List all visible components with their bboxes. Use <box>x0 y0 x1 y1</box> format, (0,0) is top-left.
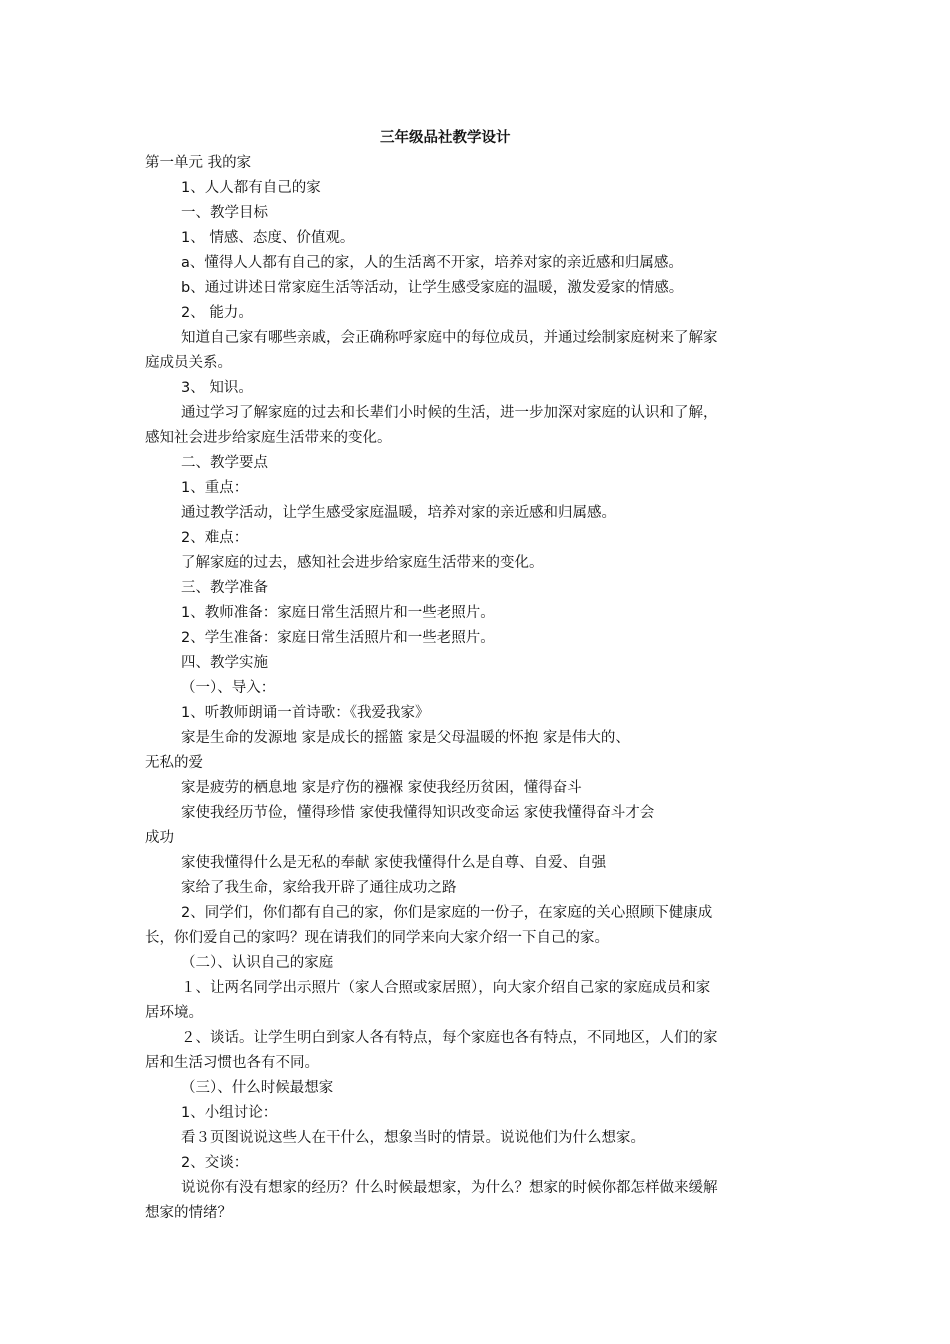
section-heading: 四、教学实施 <box>181 655 268 671</box>
paragraph-line: 1、教师准备：家庭日常生活照片和一些老照片。 <box>181 605 495 621</box>
paragraph-line: 想家的情绪？ <box>145 1205 232 1221</box>
paragraph-line: ２、谈话。让学生明白到家人各有特点，每个家庭也各有特点，不同地区，人们的家 <box>181 1030 718 1046</box>
paragraph-line: b、通过讲述日常家庭生活等活动，让学生感受家庭的温暖，激发爱家的情感。 <box>181 280 684 296</box>
paragraph-line: 1、听教师朗诵一首诗歌：《我爱我家》 <box>181 705 430 721</box>
poem-line: 家给了我生命，家给我开辟了通往成功之路 <box>181 880 457 896</box>
unit-heading: 第一单元 我的家 <box>145 155 252 171</box>
paragraph-line: 1、小组讨论： <box>181 1105 278 1121</box>
section-heading: 二、教学要点 <box>181 455 268 471</box>
subsection-heading: （三）、什么时候最想家 <box>181 1080 334 1096</box>
section-heading: 三、教学准备 <box>181 580 268 596</box>
paragraph-line: 2、学生准备：家庭日常生活照片和一些老照片。 <box>181 630 495 646</box>
poem-line: 成功 <box>145 830 174 846</box>
paragraph-line: 2、交谈： <box>181 1155 249 1171</box>
subsection-heading: （二）、认识自己的家庭 <box>181 955 334 971</box>
poem-line: 家是生命的发源地 家是成长的摇篮 家是父母温暖的怀抱 家是伟大的、 <box>181 730 630 746</box>
lesson-heading: 1、人人都有自己的家 <box>181 180 321 196</box>
poem-line: 家使我经历节俭，懂得珍惜 家使我懂得知识改变命运 家使我懂得奋斗才会 <box>181 805 655 821</box>
paragraph-line: a、懂得人人都有自己的家，人的生活离不开家，培养对家的亲近感和归属感。 <box>181 255 683 271</box>
paragraph-line: 长，你们爱自己的家吗？现在请我们的同学来向大家介绍一下自己的家。 <box>145 930 609 946</box>
paragraph-line: 居和生活习惯也各有不同。 <box>145 1055 319 1071</box>
paragraph-line: 居环境。 <box>145 1005 203 1021</box>
paragraph-line: 看３页图说说这些人在干什么，想象当时的情景。说说他们为什么想家。 <box>181 1130 645 1146</box>
section-heading: 一、教学目标 <box>181 205 268 221</box>
paragraph-line: 1、 情感、态度、价值观。 <box>181 230 355 246</box>
paragraph-line: 2、同学们，你们都有自己的家，你们是家庭的一份子，在家庭的关心照顾下健康成 <box>181 905 713 921</box>
paragraph-line: 感知社会进步给家庭生活带来的变化。 <box>145 430 392 446</box>
paragraph-line: 了解家庭的过去，感知社会进步给家庭生活带来的变化。 <box>181 555 544 571</box>
poem-line: 无私的爱 <box>145 755 203 771</box>
poem-line: 家使我懂得什么是无私的奉献 家使我懂得什么是自尊、自爱、自强 <box>181 855 607 871</box>
paragraph-line: 2、 能力。 <box>181 305 253 321</box>
paragraph-line: 通过教学活动，让学生感受家庭温暖，培养对家的亲近感和归属感。 <box>181 505 616 521</box>
paragraph-line: 通过学习了解家庭的过去和长辈们小时候的生活，进一步加深对家庭的认识和了解， <box>181 405 718 421</box>
paragraph-line: 2、难点： <box>181 530 249 546</box>
paragraph-line: 知道自己家有哪些亲戚，会正确称呼家庭中的每位成员，并通过绘制家庭树来了解家 <box>181 330 718 346</box>
paragraph-line: 庭成员关系。 <box>145 355 232 371</box>
document-title: 三年级品社教学设计 <box>380 130 511 146</box>
paragraph-line: １、让两名同学出示照片（家人合照或家居照），向大家介绍自己家的家庭成员和家 <box>181 980 711 996</box>
paragraph-line: 3、 知识。 <box>181 380 253 396</box>
poem-line: 家是疲劳的栖息地 家是疗伤的襁褓 家使我经历贫困，懂得奋斗 <box>181 780 582 796</box>
subsection-heading: （一）、导入： <box>181 680 276 696</box>
paragraph-line: 1、重点： <box>181 480 249 496</box>
paragraph-line: 说说你有没有想家的经历？什么时候最想家，为什么？想家的时候你都怎样做来缓解 <box>181 1180 718 1196</box>
